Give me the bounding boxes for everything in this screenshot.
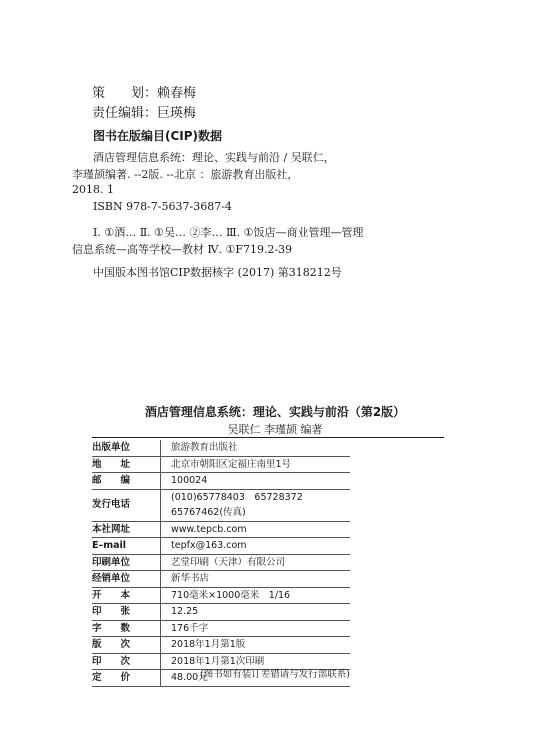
info-label: 本社网址 — [92, 521, 161, 538]
info-label: 印 次 — [92, 653, 161, 670]
binding-note: (图书如有装订差错请与发行部联系) — [200, 669, 350, 680]
info-value: 100024 — [161, 473, 351, 490]
info-label: 印刷单位 — [92, 554, 161, 571]
info-row — [92, 489, 350, 521]
info-label: 出版单位 — [92, 440, 161, 456]
cip-heading: 图书在版编目(CIP)数据 — [93, 129, 223, 143]
info-row — [92, 620, 350, 637]
info-label: 版 次 — [92, 637, 161, 654]
info-label: 定 价 — [92, 670, 161, 687]
cip-line-1: 酒店管理信息系统：理论、实践与前沿 / 吴联仁， — [93, 151, 335, 164]
cip-line-3: 2018. 1 — [72, 183, 114, 196]
info-value: (010)65778403 65728372 65767462(传真) — [161, 489, 351, 521]
info-value: 48.00元 — [161, 670, 351, 687]
info-value: 新华书店 — [161, 571, 351, 588]
info-row — [92, 521, 350, 538]
info-row — [92, 440, 350, 456]
info-value: 2018年1月第1版 — [161, 637, 351, 654]
info-row — [92, 604, 350, 621]
cip-class-1: Ⅰ. ①酒… Ⅱ. ①吴… ②李… Ⅲ. ①饭店—商业管理—管理 — [93, 226, 364, 239]
info-label: 经销单位 — [92, 571, 161, 588]
info-label: E–mail — [92, 538, 161, 555]
info-row — [92, 473, 350, 490]
info-value: 710毫米×1000毫米 1/16 — [161, 587, 351, 604]
info-row — [92, 456, 350, 473]
planner-label: 策 划： — [92, 86, 158, 101]
info-value: 北京市朝阳区定福庄南里1号 — [161, 456, 351, 473]
editor-line — [92, 102, 196, 121]
info-value: 12.25 — [161, 604, 351, 621]
info-row — [92, 538, 350, 555]
book-authors: 吴联仁 李瑾颉 编著 — [227, 423, 323, 436]
info-row — [92, 571, 350, 588]
cip-library-number: 中国版本图书馆CIP数据核字 (2017) 第318212号 — [93, 266, 342, 279]
top-rule — [92, 437, 444, 438]
book-title: 酒店管理信息系统：理论、实践与前沿（第2版） — [144, 405, 406, 419]
info-label: 发行电话 — [92, 489, 161, 521]
info-value: 艺堂印刷（天津）有限公司 — [161, 554, 351, 571]
info-label: 字 数 — [92, 620, 161, 637]
cip-isbn: ISBN 978-7-5637-3687-4 — [93, 200, 232, 213]
cip-class-2: 信息系统—高等学校—教材 Ⅳ. ①F719.2-39 — [72, 243, 293, 256]
info-value: 176千字 — [161, 620, 351, 637]
info-value: www.tepcb.com — [161, 521, 351, 538]
info-label: 邮 编 — [92, 473, 161, 490]
planner-line — [92, 82, 196, 101]
info-row — [92, 554, 350, 571]
info-value: tepfx@163.com — [161, 538, 351, 555]
info-label: 开 本 — [92, 587, 161, 604]
editor-name: 巨瑛梅 — [157, 106, 197, 121]
info-value: 旅游教育出版社 — [161, 440, 351, 456]
editor-label: 责任编辑： — [92, 106, 158, 121]
planner-name: 赖春梅 — [157, 86, 197, 101]
info-label: 地 址 — [92, 456, 161, 473]
cip-line-2: 李瑾颉编著. --2版. --北京 ：旅游教育出版社， — [72, 168, 299, 181]
info-value: 2018年1月第1次印刷 — [161, 653, 351, 670]
info-label: 印 张 — [92, 604, 161, 621]
info-row — [92, 587, 350, 604]
info-row — [92, 637, 350, 654]
publication-info-table — [92, 440, 350, 687]
